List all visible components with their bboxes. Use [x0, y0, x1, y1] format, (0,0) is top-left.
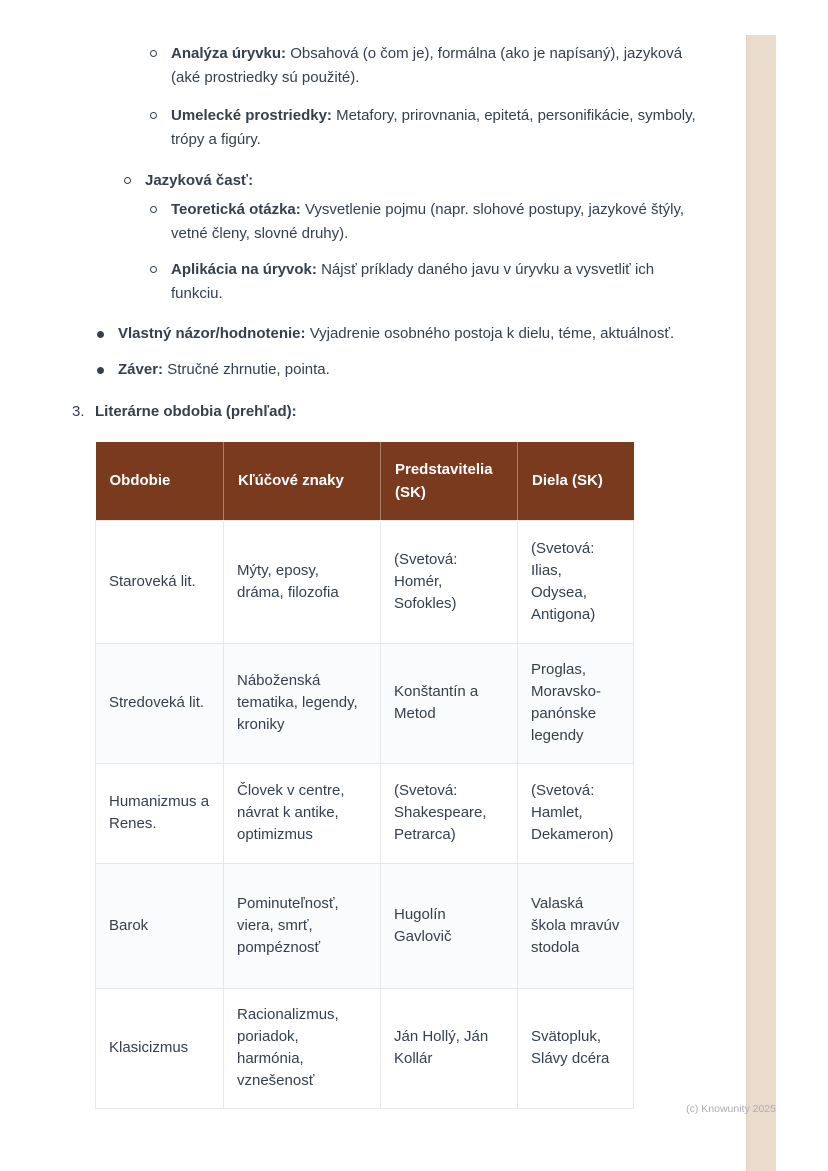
cell-obdobie: Stredoveká lit. — [96, 643, 224, 763]
header-predstavitelia: Predstavitelia (SK) — [381, 442, 518, 520]
cell-diela: (Svetová: Ilias, Odysea, Antigona) — [518, 520, 634, 643]
list-item-text — [171, 258, 703, 306]
cell-obdobie: Barok — [96, 863, 224, 988]
table-header-row — [96, 442, 634, 520]
cell-znaky: Človek v centre, návrat k antike, optimizmus — [224, 763, 381, 863]
bullet-circle-icon — [150, 50, 157, 57]
item-label: Záver: — [118, 361, 164, 378]
table-row-humanizmus — [96, 763, 634, 863]
bullet-circle-icon — [150, 206, 157, 213]
item-label: Umelecké prostriedky: — [171, 107, 332, 124]
bullet-disc-icon — [97, 367, 104, 374]
list-item-vlastny-nazor — [97, 322, 790, 346]
list-item-text — [118, 358, 730, 382]
list-item-zaver — [97, 358, 790, 382]
cell-znaky: Racionalizmus, poriadok, harmónia, vznešenosť — [224, 988, 381, 1108]
watermark-text: (c) Knowunity 2025 — [686, 1103, 776, 1115]
bullet-circle-icon — [150, 112, 157, 119]
item-body: Vysvetlenie pojmu (napr. slohové postupy, jazykové štýly, vetné členy, slovné druhy). — [171, 201, 685, 242]
section-number: 3. — [72, 403, 85, 420]
bullet-disc-icon — [97, 331, 104, 338]
cell-diela: Proglas, Moravsko-panónske legendy — [518, 643, 634, 763]
cell-obdobie: Staroveká lit. — [96, 520, 224, 643]
bullet-circle-icon — [124, 177, 131, 184]
bullet-circle-icon — [150, 266, 157, 273]
item-body: Stručné zhrnutie, pointa. — [167, 361, 330, 378]
table-row-klasicizmus — [96, 988, 634, 1108]
item-label: Aplikácia na úryvok: — [171, 261, 317, 278]
item-body: Nájsť príklady daného javu v úryvku a vysvetliť ich funkciu. — [171, 261, 655, 302]
list-item-jazykova-cast — [124, 169, 790, 193]
item-body: Obsahová (o čom je), formálna (ako je napísaný), jazyková (aké prostriedky sú použité). — [171, 45, 683, 86]
section-heading-literarne-obdobia — [72, 400, 790, 424]
list-item-text — [171, 42, 703, 90]
cell-diela: Valaská škola mravúv stodola — [518, 863, 634, 988]
header-diela: Diela (SK) — [518, 442, 634, 520]
header-obdobie: Obdobie — [96, 442, 224, 520]
cell-znaky: Pominuteľnosť, viera, smrť, pompéznosť — [224, 863, 381, 988]
item-label: Analýza úryvku: — [171, 45, 287, 62]
cell-predstavitelia: Hugolín Gavlovič — [381, 863, 518, 988]
cell-diela: (Svetová: Hamlet, Dekameron) — [518, 763, 634, 863]
list-item-teoreticka-otazka — [150, 198, 790, 246]
item-label: Vlastný názor/hodnotenie: — [118, 325, 306, 342]
document-content — [0, 42, 790, 1109]
item-label: Jazyková časť: — [145, 172, 254, 189]
list-item-text — [145, 169, 705, 193]
list-item-text — [118, 322, 730, 346]
cell-diela: Svätopluk, Slávy dcéra — [518, 988, 634, 1108]
table-row-barok — [96, 863, 634, 988]
list-item-text — [171, 198, 703, 246]
item-body: Metafory, prirovnania, epitetá, personifikácie, symboly, trópy a figúry. — [171, 107, 696, 148]
cell-predstavitelia: Ján Hollý, Ján Kollár — [381, 988, 518, 1108]
cell-obdobie: Klasicizmus — [96, 988, 224, 1108]
cell-predstavitelia: (Svetová: Shakespeare, Petrarca) — [381, 763, 518, 863]
item-label: Teoretická otázka: — [171, 201, 301, 218]
header-klucove-znaky: Kľúčové znaky — [224, 442, 381, 520]
list-item-umelecke-prostriedky — [150, 104, 790, 152]
item-body: Vyjadrenie osobného postoja k dielu, téme, aktuálnosť. — [309, 325, 675, 342]
list-item-text — [171, 104, 703, 152]
cell-predstavitelia: Konštantín a Metod — [381, 643, 518, 763]
section-title: Literárne obdobia (prehľad): — [95, 403, 297, 420]
table-row-staroveka — [96, 520, 634, 643]
literary-periods-table — [95, 442, 634, 1109]
cell-znaky: Náboženská tematika, legendy, kroniky — [224, 643, 381, 763]
list-item-analyza-uryvku — [150, 42, 790, 90]
table-row-stredoveka — [96, 643, 634, 763]
list-item-aplikacia-na-uryvok — [150, 258, 790, 306]
cell-predstavitelia: (Svetová: Homér, Sofokles) — [381, 520, 518, 643]
cell-obdobie: Humanizmus a Renes. — [96, 763, 224, 863]
cell-znaky: Mýty, eposy, dráma, filozofia — [224, 520, 381, 643]
